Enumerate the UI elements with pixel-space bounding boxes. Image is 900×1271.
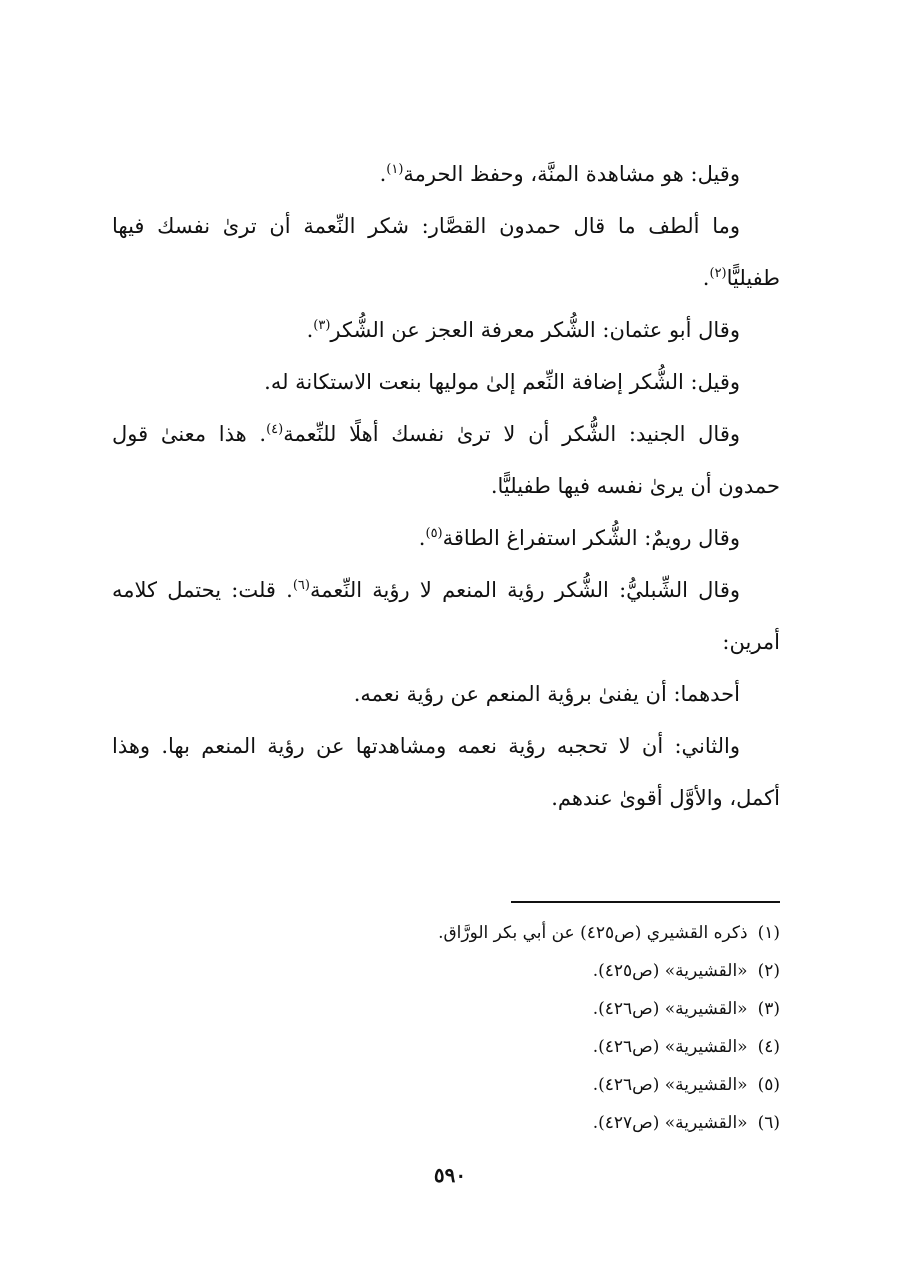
page-number: ٥٩٠ <box>433 1163 467 1187</box>
paragraph-text: أحدهما: أن يفنىٰ برؤية المنعم عن رؤية نعمه. <box>353 682 740 706</box>
paragraph-text-after: . <box>379 162 387 186</box>
paragraph-text: وقيل: هو مشاهدة المنَّة، وحفظ الحرمة <box>403 162 740 186</box>
footnotes <box>300 914 780 1142</box>
paragraph <box>112 512 780 564</box>
paragraph-text-after: . <box>306 318 314 342</box>
footnote-text: «القشيرية» (ص٤٢٦). <box>592 1037 748 1057</box>
footnote-text: «القشيرية» (ص٤٢٥). <box>592 961 748 981</box>
footnote-marker: (٦) <box>292 578 310 593</box>
footnote-number: (٣) <box>757 999 780 1019</box>
footnote-number: (٤) <box>757 1037 780 1057</box>
paragraph <box>112 200 780 304</box>
paragraph-text-after: . <box>418 526 426 550</box>
paragraph-text-after: . <box>702 266 710 290</box>
paragraph-text: والثاني: أن لا تحجبه رؤية نعمه ومشاهدتها عن رؤية المنعم بها. وهذا أكمل، والأوَّل أقوىٰ عندهم. <box>112 734 780 810</box>
paragraph <box>112 720 780 824</box>
footnote-item <box>300 952 780 990</box>
main-text <box>112 148 780 824</box>
footnote-marker: (١) <box>386 162 404 177</box>
paragraph-text: وقيل: الشُّكر إضافة النِّعم إلىٰ موليها بنعت الاستكانة له. <box>264 370 740 394</box>
footnote-item <box>300 990 780 1028</box>
footnote-text: «القشيرية» (ص٤٢٦). <box>592 1075 748 1095</box>
paragraph-text: وقال الجنيد: الشُّكر أن لا ترىٰ نفسك أهلًا للنِّعمة <box>283 422 741 446</box>
paragraph <box>112 564 780 668</box>
paragraph <box>112 148 780 200</box>
footnote-text: «القشيرية» (ص٤٢٦). <box>592 999 748 1019</box>
footnote-marker: (٣) <box>313 318 331 333</box>
footnote-number: (٢) <box>757 961 780 981</box>
paragraph <box>112 668 780 720</box>
footnote-marker: (٥) <box>425 526 443 541</box>
paragraph <box>112 356 780 408</box>
footnote-number: (٥) <box>757 1075 780 1095</box>
footnote-item <box>300 914 780 952</box>
footnote-item <box>300 1104 780 1142</box>
paragraph <box>112 408 780 512</box>
paragraph-text: وقال أبو عثمان: الشُّكر معرفة العجز عن الشُّكر <box>330 318 740 342</box>
footnote-item <box>300 1066 780 1104</box>
paragraph-text-after: . هذا معنىٰ قول حمدون أن يرىٰ نفسه فيها طفيليًّا. <box>112 422 780 498</box>
paragraph-text: وقال الشِّبليُّ: الشُّكر رؤية المنعم لا رؤية النِّعمة <box>309 578 740 602</box>
paragraph-text: وقال رويمٌ: الشُّكر استفراغ الطاقة <box>442 526 740 550</box>
footnote-number: (١) <box>757 923 780 943</box>
footnote-marker: (٢) <box>709 266 727 281</box>
footnote-separator <box>511 901 780 903</box>
paragraph-text-after: . قلت: يحتمل كلامه أمرين: <box>112 578 780 654</box>
footnote-number: (٦) <box>757 1113 780 1133</box>
footnote-marker: (٤) <box>266 422 284 437</box>
paragraph-text: وما ألطف ما قال حمدون القصَّار: شكر النِّعمة أن ترىٰ نفسك فيها طفيليًّا <box>112 214 780 290</box>
footnote-item <box>300 1028 780 1066</box>
footnote-text: «القشيرية» (ص٤٢٧). <box>592 1113 748 1133</box>
footnote-text: ذكره القشيري (ص٤٢٥) عن أبي بكر الورَّاق. <box>438 923 748 943</box>
paragraph <box>112 304 780 356</box>
